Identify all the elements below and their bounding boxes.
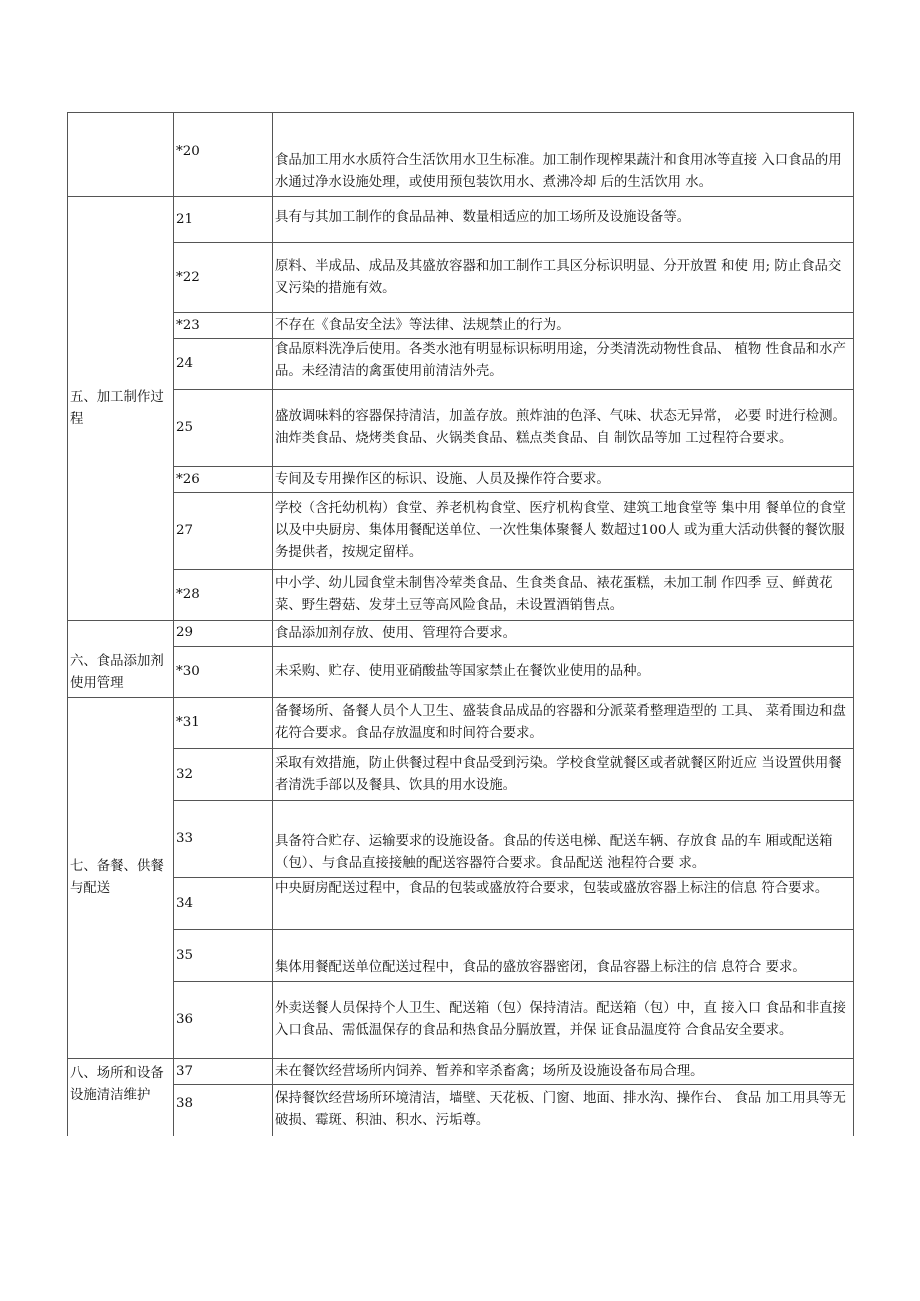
inspection-table <box>67 112 854 1136</box>
item-number: 32 <box>174 749 273 801</box>
item-number: 37 <box>174 1059 273 1085</box>
inspection-table-sheet <box>67 112 853 1136</box>
item-text: 原料、半成品、成品及其盛放容器和加工制作工具区分标识明显、分开放置 和使 用; 防止食品交叉污染的措施有效。 <box>273 243 854 313</box>
item-text: 保持餐饮经营场所环境清洁，墙壁、天花板、门窗、地面、排水沟、操作台、 食品 加工用具等无破损、霉斑、积油、积水、污垢尊。 <box>273 1085 854 1136</box>
item-number: 35 <box>174 930 273 982</box>
item-number: 38 <box>174 1085 273 1136</box>
table-row <box>68 621 854 647</box>
item-number: 27 <box>174 493 273 570</box>
table-row <box>68 243 854 313</box>
item-text: 备餐场所、备餐人员个人卫生、盛装食品成品的容器和分派菜肴整理造型的 工具、 菜肴围边和盘花符合要求。食品存放温度和时间符合要求。 <box>273 698 854 749</box>
table-row <box>68 570 854 621</box>
table-row <box>68 467 854 493</box>
item-text: 外卖送餐人员保持个人卫生、配送箱（包）保持清洁。配送箱（包）中，直 接入口 食品和非直接入口食品、需低温保存的食品和热食品分膈放置，并保 证食品温度符 合食品安全要求。 <box>273 982 854 1059</box>
table-row <box>68 1085 854 1136</box>
item-number: 29 <box>174 621 273 647</box>
table-row <box>68 197 854 243</box>
table-row <box>68 982 854 1059</box>
table-row <box>68 113 854 197</box>
table-row <box>68 493 854 570</box>
item-text: 食品原料洗净后使用。各类水池有明显标识标明用途，分类清洗动物性食品、 植物 性食品和水产品。未经清洁的禽蛋使用前清洁外壳。 <box>273 339 854 390</box>
category-serving-delivery: 七、备餐、供餐与配送 <box>68 698 174 1059</box>
item-text: 集体用餐配送单位配送过程中，食品的盛放容器密闭，食品容器上标注的信 息符合 要求。 <box>273 930 854 982</box>
item-text: 具备符合贮存、运输要求的设施设备。食品的传送电梯、配送车辆、存放食 品的车 厢或配送箱（包）、与食品直接接触的配送容器符合要求。食品配送 池程符合要 求。 <box>273 801 854 878</box>
item-number: *30 <box>174 647 273 698</box>
item-number: *31 <box>174 698 273 749</box>
item-text: 专间及专用操作区的标识、设施、人员及操作符合要求。 <box>273 467 854 493</box>
item-number: 25 <box>174 390 273 467</box>
item-number: *20 <box>174 113 273 197</box>
item-number: 24 <box>174 339 273 390</box>
item-text: 食品加工用水水质符合生活饮用水卫生标准。加工制作现榨果蔬汁和食用冰等直接 入口食品的用水通过净水设施处理，或使用预包装饮用水、煮沸冷却 后的生活饮用 水。 <box>273 113 854 197</box>
item-number: *28 <box>174 570 273 621</box>
item-number: 21 <box>174 197 273 243</box>
item-text: 食品添加剂存放、使用、管理符合要求。 <box>273 621 854 647</box>
item-text: 具有与其加工制作的食品品神、数量相适应的加工场所及设施设备等。 <box>273 197 854 243</box>
table-row <box>68 801 854 878</box>
item-number: *22 <box>174 243 273 313</box>
item-text: 学校（含托幼机构）食堂、养老机构食堂、医疗机构食堂、建筑工地食堂等 集中用 餐单位的食堂以及中央厨房、集体用餐配送单位、一次性集体聚餐人 数超过100人 或为重大活动供餐的餐饮服务提供者，按规定留样。 <box>273 493 854 570</box>
item-number: *26 <box>174 467 273 493</box>
table-row <box>68 878 854 930</box>
category-additives: 六、食品添加剂使用管理 <box>68 621 174 698</box>
item-number: 33 <box>174 801 273 878</box>
item-text: 未在餐饮经营场所内饲养、暂养和宰杀畜禽；场所及设施设备布局合理。 <box>273 1059 854 1085</box>
item-number: 36 <box>174 982 273 1059</box>
item-text: 中小学、幼儿园食堂未制售冷荤类食品、生食类食品、裱花蛋糕，未加工制 作四季 豆、鲜黄花菜、野生磬菇、发芽土豆等高风险食品，未设置酒销售点。 <box>273 570 854 621</box>
item-text: 未采购、贮存、使用亚硝酸盐等国家禁止在餐饮业使用的品种。 <box>273 647 854 698</box>
category-processing: 五、加工制作过程 <box>68 197 174 621</box>
table-row <box>68 313 854 339</box>
table-row <box>68 339 854 390</box>
table-row <box>68 698 854 749</box>
table-row <box>68 390 854 467</box>
category-cell-blank <box>68 113 174 197</box>
table-row <box>68 930 854 982</box>
category-facility-cleaning: 八、场所和设备设施清洁维护 <box>68 1059 174 1136</box>
table-row <box>68 749 854 801</box>
table-row <box>68 1059 854 1085</box>
item-text: 中央厨房配送过程中，食品的包装或盛放符合要求，包装或盛放容器上标注的信息 符合要求。 <box>273 878 854 930</box>
table-row <box>68 647 854 698</box>
item-text: 盛放调味料的容器保持清洁，加盖存放。煎炸油的色泽、气味、状态无异常， 必要 时进行检测。油炸类食品、烧烤类食品、火锅类食品、糕点类食品、自 制饮品等加 工过程符合要求。 <box>273 390 854 467</box>
item-text: 采取有效措施，防止供餐过程中食品受到污染。学校食堂就餐区或者就餐区附近应 当设置供用餐者清洗手部以及餐具、饮具的用水设施。 <box>273 749 854 801</box>
item-number: 34 <box>174 878 273 930</box>
item-number: *23 <box>174 313 273 339</box>
item-text: 不存在《食品安全法》等法律、法规禁止的行为。 <box>273 313 854 339</box>
